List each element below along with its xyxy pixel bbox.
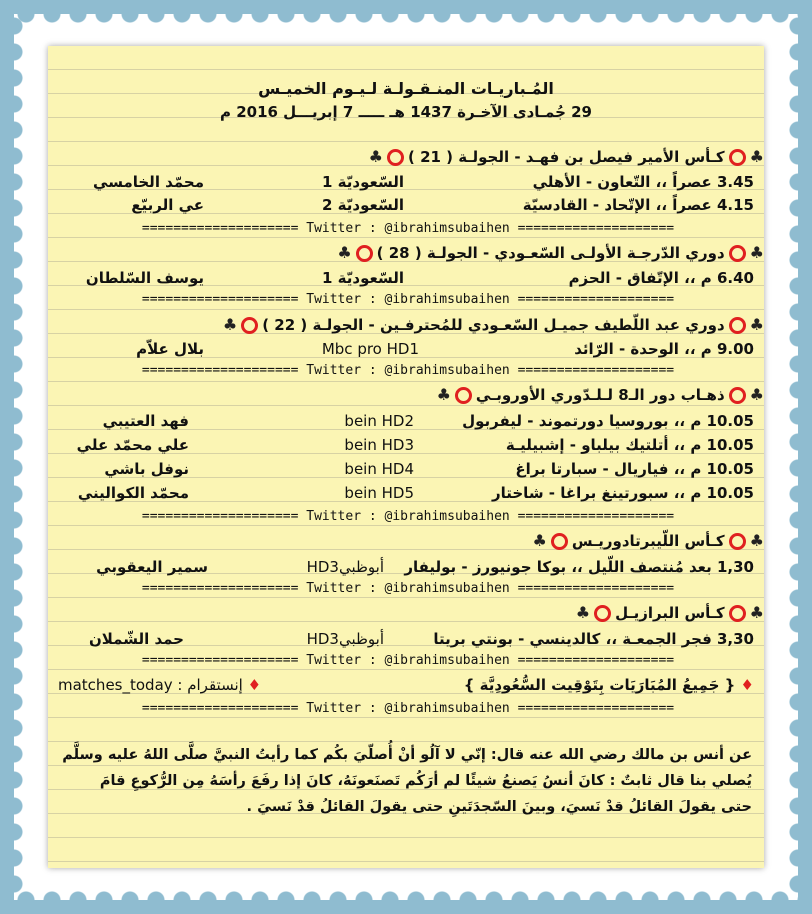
section-title-text: كـأس البرازيـل (615, 604, 725, 622)
separator: ==================== Twitter : @ibrahimsubaihen ==================== (141, 221, 675, 236)
match-commentator: حمد الشّملان (88, 630, 184, 648)
section-title-text: كـأس الأمير فيصل بن فهـد - الجولـة ( 21 ) (408, 148, 725, 166)
match-commentator: عي الربيّع (131, 196, 204, 214)
club-icon: ♣ (575, 603, 591, 622)
club-icon: ♣ (749, 315, 764, 334)
match-row (48, 408, 764, 434)
diamond-icon: ♦ (247, 676, 262, 694)
match-commentator: بلال علاّم (136, 340, 204, 358)
club-icon: ♣ (749, 385, 764, 404)
match-row (48, 265, 764, 291)
section-title-text: كـأس اللّيبرتادوريـس (571, 532, 725, 550)
section-title (48, 312, 764, 338)
club-icon: ♣ (749, 147, 764, 166)
separator: ==================== Twitter : @ibrahimsubaihen ==================== (141, 653, 675, 668)
match-commentator: سمير اليعقوبي (96, 558, 208, 576)
instagram-handle (58, 672, 261, 698)
circle-icon (729, 317, 746, 334)
match-commentator: نوفل باشي (104, 460, 189, 478)
match-commentator: يوسف السّلطان (85, 269, 204, 287)
match-time: 3,30 فجر الجمعـة ،، كالدينسي - بونتي بريتا (433, 630, 754, 648)
circle-icon (729, 387, 746, 404)
match-time: 9.00 م ،، الوحدة - الرّائد (574, 340, 754, 358)
circle-icon (387, 149, 404, 166)
club-icon: ♣ (368, 147, 383, 166)
page-title: المُـباريـات المنـقـولـة لـيـوم الخميـس (258, 79, 554, 98)
circle-icon (729, 533, 746, 550)
match-row (48, 554, 764, 580)
match-time: 10.05 م ،، أتلتيك بيلباو - إشبيليـة (505, 436, 754, 454)
separator: ==================== Twitter : @ibrahimsubaihen ==================== (141, 701, 675, 716)
diamond-icon: ♦ (740, 676, 754, 694)
hadith-line: عن أنس بن مالك رضي الله عنه قال: إنّي لا آلُو أنْ أُصلّيَ بكُم كما رأيتُ النبيَّ صلَّى اللهُ عليه وسلَّم (62, 747, 752, 763)
club-icon: ♣ (749, 603, 764, 622)
section-title (48, 528, 764, 554)
match-commentator: محمّد الكواليني (77, 484, 189, 502)
club-icon: ♣ (436, 385, 451, 404)
separator: ==================== Twitter : @ibrahimsubaihen ==================== (141, 292, 675, 307)
section-title (48, 382, 764, 408)
match-channel: bein HD5 (344, 484, 414, 502)
match-channel: السّعوديّة 1 (322, 173, 404, 191)
match-time: 4.15 عصراً ،، الإتّحاد - القادسيّة (522, 196, 754, 214)
section-title (48, 240, 764, 266)
match-row (48, 192, 764, 218)
circle-icon (729, 149, 746, 166)
club-icon: ♣ (749, 531, 764, 550)
match-channel: bein HD4 (344, 460, 414, 478)
hadith-line: حتى يقولَ القائلُ قدْ نَسيَ، وبينَ السّجدَتَينِ حتى يقولَ القائلُ قدْ نَسيَ . (246, 799, 752, 815)
section-title-text: ذهـاب دور الـ8 لـلـدّوري الأوروبـي (475, 386, 725, 404)
section-title-text: دوري عبد اللّطيف جميـل السّعـودي للمُحترفـين - الجولـة ( 22 ) (262, 316, 725, 334)
match-commentator: محمّد الخامسي (93, 173, 204, 191)
timezone-note-text: { جَمِيعُ المُبَارَيَات بِتَوْقِيت السُّعُودِيَّة } (463, 676, 736, 694)
match-commentator: علي محمّد علي (76, 436, 189, 454)
separator: ==================== Twitter : @ibrahimsubaihen ==================== (141, 581, 675, 596)
section-title-text: دوري الدّرجـة الأولـى السّعـودي - الجولـة ( 28 ) (376, 244, 725, 262)
timezone-note (464, 672, 754, 698)
club-icon: ♣ (222, 315, 238, 334)
match-row (48, 336, 764, 362)
circle-icon (729, 245, 746, 262)
circle-icon (551, 533, 568, 550)
match-channel: أبوظبيHD3 (306, 558, 384, 576)
hadith-line: يُصلي بنا قال ثابتٌ : كانَ أنسُ يَصنعُ شيئًا لم أرَكُم تَصنَعونَهُ، كانَ إذا رفَعَ رأسَهُ مِن الرُّكوعِ قامَ (99, 773, 752, 789)
club-icon: ♣ (532, 531, 547, 550)
instagram-text: إنستقرام : matches_today (58, 676, 243, 694)
match-row (48, 480, 764, 506)
club-icon: ♣ (749, 243, 764, 262)
match-row (48, 626, 764, 652)
separator: ==================== Twitter : @ibrahimsubaihen ==================== (141, 363, 675, 378)
circle-icon (455, 387, 472, 404)
match-time: 10.05 م ،، بوروسيا دورتموند - ليفربول (462, 412, 754, 430)
section-title (48, 144, 764, 170)
circle-icon (356, 245, 373, 262)
match-time: 3.45 عصراً ،، التّعاون - الأهلي (532, 173, 754, 191)
circle-icon (729, 605, 746, 622)
match-row (48, 432, 764, 458)
match-row (48, 456, 764, 482)
match-time: 1,30 بعد مُنتصف اللّيل ،، بوكا جونيورز - بوليفار (404, 558, 754, 576)
match-time: 10.05 م ،، سبورتينغ براغا - شاختار (491, 484, 754, 502)
match-channel: bein HD3 (344, 436, 414, 454)
date-line: 29 جُمـادى الآخـرة 1437 هـ ـــــ 7 إبريـــل 2016 م (219, 103, 592, 121)
footer-row (48, 672, 764, 698)
club-icon: ♣ (337, 243, 352, 262)
circle-icon (594, 605, 611, 622)
match-commentator: فهد العتيبي (102, 412, 189, 430)
circle-icon (241, 317, 258, 334)
match-schedule-sheet (48, 46, 764, 868)
match-time: 6.40 م ،، الإتّفاق - الحزم (568, 269, 754, 287)
match-time: 10.05 م ،، فياريال - سبارتا براغ (515, 460, 754, 478)
section-title (48, 600, 764, 626)
match-channel: السّعوديّة 1 (322, 269, 404, 287)
separator: ==================== Twitter : @ibrahimsubaihen ==================== (141, 509, 675, 524)
match-channel: السّعوديّة 2 (322, 196, 404, 214)
match-channel: bein HD2 (344, 412, 414, 430)
match-channel: أبوظبيHD3 (306, 630, 384, 648)
match-channel: Mbc pro HD1 (321, 340, 419, 358)
